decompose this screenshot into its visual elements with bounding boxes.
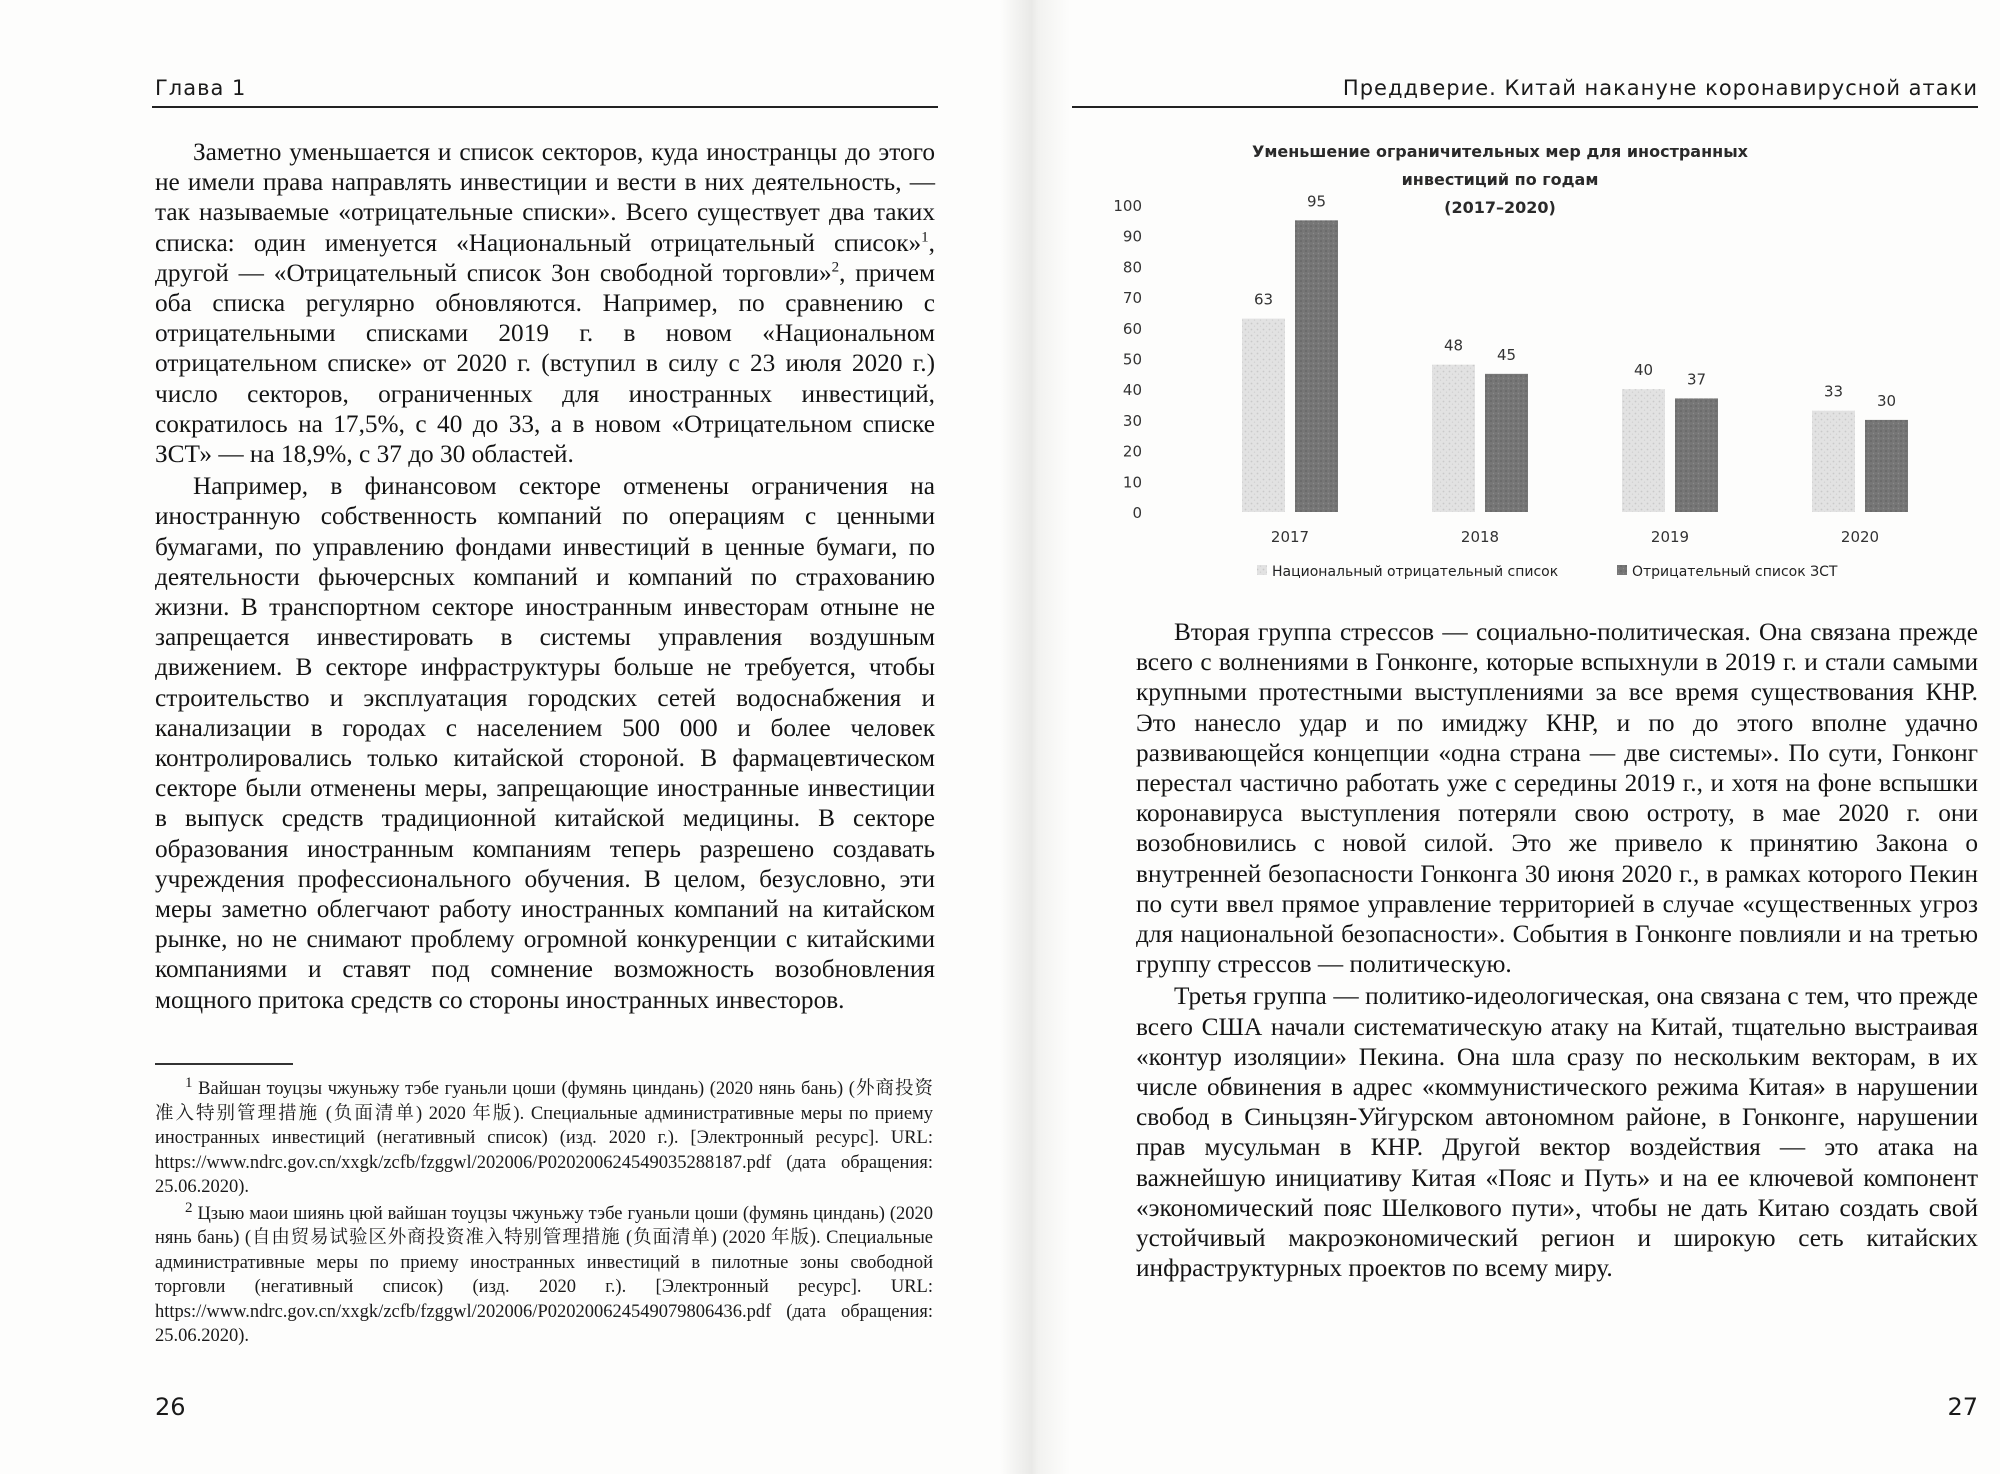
legend-swatch: [1257, 565, 1267, 575]
paragraph: Третья группа — политико-идеологическая, она связана с тем, что прежде всего США начали систематическую атаку на Китай, тщательно выстраивая «контур изоляции» Пекина. Она шла сразу по нескольким векторам, в их числе обвинения в адрес «коммунистического режима Китая» в нарушении свобод в Синьцзян-Уйгурском автономном районе, в Гонконге, нарушении прав мусульман в КНР. Другой вектор воздействия — это атака на важнейшую инициативу Китая «Пояс и Путь» и на ее ключевой компонент «экономический пояс Шелкового пути», чтобы не дать Китаю создать свой устойчивый макроэкономический регион и широкую сеть китайских инфраструктурных проектов по всему миру.: [1136, 982, 1978, 1283]
bar-value-label: 63: [1253, 290, 1274, 309]
right-body-text: [1136, 617, 1978, 1283]
chart-subtitle: (2017–2020): [1444, 198, 1556, 217]
header-rule-right: [1072, 106, 1978, 108]
page-number-right: 27: [1947, 1393, 1978, 1421]
paragraph: [155, 471, 935, 1015]
y-tick-label: 90: [1122, 227, 1142, 246]
bar-fta-2017: [1295, 220, 1338, 512]
y-tick-label: 70: [1122, 289, 1142, 308]
text-run: Например, в финансовом секторе отменены ограничения на иностранную собственность компаний по операциям с ценными бумагами, по управлению фондами инвестиций в ценные бумаги, по деятельности фьючерсных компаний и компаний по страхованию жизни. В транспортном секторе иностранным инвесторам отныне не запрещается инвестировать в системы управления воздушным движением. В секторе инфраструктуры больше не требуется, чтобы строительство и эксплуатация городских сетей водоснабжения и канализации в городах с населением 500 000 и более человек контролировались только китайской стороной. В фармацевтическом секторе были отменены меры, запрещающие иностранные инвестиции в выпуск средств традиционной китайской медицины. В секторе образования иностранным компаниям теперь разрешено создавать учреждения профессионального обучения. В целом, безусловно, эти меры заметно облегчают работу иностранных компаний на китайском рынке, но не снимают проблему огромной конкуренции с китайскими компаниями и ставят под сомнение возможность возобновления мощного притока средств со стороны иностранных инвесторов.: [155, 472, 935, 1014]
bar-value-label: 95: [1306, 192, 1327, 211]
header-rule-left: [152, 106, 938, 108]
footnote-text: Цзыю маои шиянь цюй вайшан тоуцзы чжуньжу тэбе гуаньли цоши (фумянь циндань) (2020 нянь бань) (自由贸易试验区外商投资准入特别管理措施 (负面清单) (2020 年版). Специальные административные меры по приему иностранных инвестиций в пилотные зоны свободной торговли (негативный список) (изд. 2020 г.). [Электронный ресурс]. URL: https://www.ndrc.gov.cn/xxgk/zcfb/fzggwl/202006/P020200624549079806436.pdf (дата обращения: 25.06.2020).: [155, 1203, 933, 1346]
bar-value-label: 40: [1633, 361, 1654, 380]
footnote-mark: 1: [185, 1074, 193, 1091]
footnote: [155, 1199, 933, 1349]
right-page: [1070, 0, 2000, 1474]
paragraph: Вторая группа стрессов — социально-политическая. Она связана прежде всего с волнениями в Гонконге, которые вспыхнули в 2019 г. и стали самыми крупными протестными выступлениями за все время существования КНР. Это нанесло удар и по имиджу КНР, и по до этого вполне удачно развивающейся концепции «одна страна — две системы». По сути, Гонконг перестал частично работать уже с середины 2019 г., и хотя на фоне вспышки коронавируса выступления потеряли свою остроту, в мае 2020 г. они возобновились с новой силой. Это же привело к принятию Закона о внутренней безопасности Гонконга 30 июня 2020 г., в рамках которого Пекин по сути ввел прямое управление территорией в случае «существенных угроз для национальной безопасности». События в Гонконге повлияли и на третью группу стрессов — политическую.: [1136, 618, 1978, 979]
bar-national-2017: [1242, 319, 1285, 512]
bar-fta-2020: [1865, 420, 1908, 512]
bar-value-label: 45: [1496, 345, 1517, 364]
y-tick-label: 30: [1122, 411, 1142, 430]
bar-value-label: 37: [1686, 370, 1707, 389]
y-tick-label: 10: [1122, 473, 1142, 492]
running-head-left: Глава 1: [155, 76, 247, 100]
legend-swatch: [1617, 565, 1627, 575]
bar-national-2020: [1812, 411, 1855, 512]
footnote-ref: 2: [831, 259, 840, 276]
footnote-ref: 1: [921, 229, 929, 246]
footnotes: [155, 1074, 933, 1351]
footnote-rule: [155, 1063, 293, 1065]
x-tick-label: 2017: [1270, 528, 1310, 546]
text-run: , другой — «Отрицательный список Зон свободной торговли»: [155, 228, 935, 287]
legend-label: Национальный отрицательный список: [1272, 564, 1559, 580]
page-number-left: 26: [155, 1393, 186, 1421]
footnote: [155, 1074, 933, 1200]
bar-value-label: 48: [1443, 336, 1464, 355]
x-tick-label: 2018: [1460, 528, 1500, 546]
y-tick-label: 20: [1122, 442, 1142, 461]
bar-chart: [1070, 130, 1930, 590]
footnote-mark: 2: [185, 1199, 193, 1216]
gutter-shadow: [1000, 0, 1070, 1474]
bar-fta-2019: [1675, 398, 1718, 512]
y-tick-label: 100: [1113, 197, 1142, 215]
x-tick-label: 2020: [1840, 528, 1880, 546]
bar-value-label: 33: [1823, 382, 1844, 401]
footnote-text: Вайшан тоуцзы чжуньжу тэбе гуаньли цоши (фумянь циндань) (2020 нянь бань) (外商投资准入特别管理措施 (负面清单) 2020 年版). Специальные административные меры по приему иностранных инвестиций (негативный список) (изд. 2020 г.). [Электронный ресурс]. URL: https://www.ndrc.gov.cn/xxgk/zcfb/fzggwl/202006/P020200624549035288187.pdf (дата обращения: 25.06.2020).: [155, 1079, 933, 1197]
chart-title-main: Уменьшение ограничительных мер для иностранных инвестиций по годам: [1251, 142, 1748, 189]
bar-national-2018: [1432, 365, 1475, 512]
left-body-text: [155, 137, 935, 1015]
y-tick-label: 0: [1132, 504, 1142, 522]
legend-label: Отрицательный список ЗСТ: [1632, 564, 1838, 580]
y-tick-label: 50: [1122, 350, 1142, 369]
text-run: , причем оба списка регулярно обновляются. Например, по сравнению с отрицательными списками 2019 г. в новом «Национальном отрицательном списке» от 2020 г. (вступил в силу с 23 июля 2020 г.) число секторов, ограниченных для иностранных инвестиций, сократилось на 17,5%, с 40 до 33, а в новом «Отрицательном списке ЗСТ» — на 18,9%, с 37 до 30 областей.: [155, 258, 935, 469]
paragraph: [155, 137, 935, 469]
y-tick-label: 60: [1122, 319, 1142, 338]
bar-value-label: 30: [1876, 391, 1897, 410]
y-tick-label: 80: [1122, 258, 1142, 277]
y-tick-label: 40: [1122, 381, 1142, 400]
bar-national-2019: [1622, 389, 1665, 512]
text-run: Заметно уменьшается и список секторов, куда иностранцы до этого не имели права направлять инвестиции и вести в них деятельность, — так называемые «отрицательные списки». Всего существует два таких списка: один именуется «Национальный отрицательный список»: [155, 138, 935, 257]
x-tick-label: 2019: [1650, 528, 1690, 546]
bar-fta-2018: [1485, 374, 1528, 512]
running-head-right: Преддверие. Китай накануне коронавирусной атаки: [1342, 76, 1978, 100]
